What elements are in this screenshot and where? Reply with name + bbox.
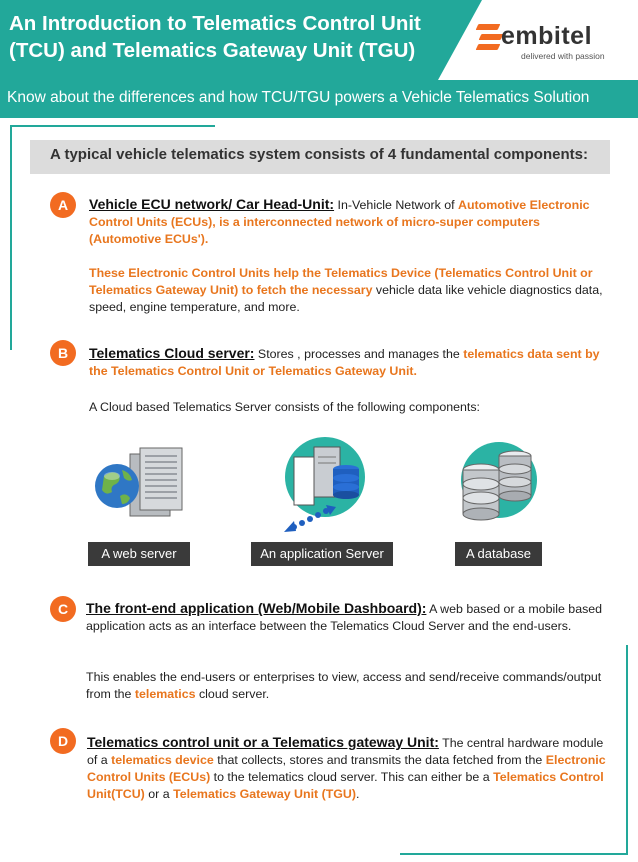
section-c-para-1 [86, 600, 606, 635]
section-d-heading: Telematics control unit or a Telematics gateway Unit: [87, 734, 439, 750]
section-c-text: This enables the end-users or enterprises to view, access and send/receive commands/output from the [86, 670, 602, 701]
section-c-para-2 [86, 669, 606, 703]
section-b-heading: Telematics Cloud server: [89, 345, 255, 361]
frame-line [10, 125, 215, 127]
page-subtitle: Know about the differences and how TCU/TGU powers a Vehicle Telematics Solution [7, 89, 590, 106]
section-a-heading: Vehicle ECU network/ Car Head-Unit: [89, 196, 335, 212]
section-d-text: that collects, stores and transmits the data fetched from the [213, 753, 546, 767]
logo-tagline: delivered with passion [521, 51, 605, 61]
section-a-highlight: Automotive Electronic Control Units (ECUs), is a interconnected network of micro-super computers (Automotive ECUs'). [89, 198, 590, 246]
section-c-text: cloud server. [195, 687, 270, 701]
logo-mark-icon [477, 24, 499, 52]
intro-heading: A typical vehicle telematics system consists of 4 fundamental components: [50, 146, 588, 163]
section-a-text: vehicle data like vehicle diagnostics data, speed, engine temperature, and more. [89, 283, 603, 314]
section-a-highlight: These Electronic Control Units help the Telematics Device (Telematics Control Unit or Telematics Gateway Unit) to fetch the necessary [89, 266, 593, 297]
embitel-logo [477, 18, 637, 68]
section-c-highlight: telematics [134, 687, 196, 701]
globe-server-icon [90, 440, 190, 545]
section-c-text: A web based or a mobile based application acts as an interface between the Telematics Cloud Server and the end-users. [86, 602, 603, 633]
section-b-text: Stores , processes and manages the [254, 347, 464, 361]
application-server-icon [280, 435, 380, 540]
section-c-heading: The front-end application (Web/Mobile Dashboard): [86, 600, 427, 616]
badge-c: C [50, 596, 76, 622]
section-d-text: The central hardware module of a [87, 736, 604, 767]
section-d-text: or a [144, 787, 174, 801]
section-d-highlight: Electronic Control Units (ECUs) [87, 753, 606, 784]
label-web-server: A web server [88, 542, 190, 566]
frame-line [400, 853, 628, 855]
section-b-para-2: A Cloud based Telematics Server consists of the following components: [89, 400, 480, 414]
section-d-highlight: Telematics Gateway Unit (TGU) [173, 787, 356, 801]
page-title: An Introduction to Telematics Control Unit (TCU) and Telematics Gateway Unit (TGU) [9, 12, 421, 62]
logo-name: embitel [501, 22, 593, 50]
section-b-highlight: telematics data sent by the Telematics Control Unit or Telematics Gateway Unit. [89, 347, 600, 378]
label-database: A database [455, 542, 542, 566]
section-d-highlight: Telematics Control Unit(TCU) [87, 770, 604, 801]
frame-line [10, 125, 12, 350]
section-d-text: to the telematics cloud server. This can either be a [210, 770, 494, 784]
section-a-para-1 [89, 196, 609, 248]
section-d-highlight: telematics device [111, 753, 214, 767]
badge-a: A [50, 192, 76, 218]
badge-d: D [50, 728, 76, 754]
section-a-text: In-Vehicle Network of [334, 198, 459, 212]
database-icon [455, 440, 545, 545]
section-a-para-2 [89, 265, 609, 316]
frame-line [626, 645, 628, 855]
section-b-para-1 [89, 345, 609, 380]
section-d-para-1 [87, 734, 607, 803]
label-application-server: An application Server [251, 542, 393, 566]
section-d-text: . [355, 787, 360, 801]
badge-b: B [50, 340, 76, 366]
